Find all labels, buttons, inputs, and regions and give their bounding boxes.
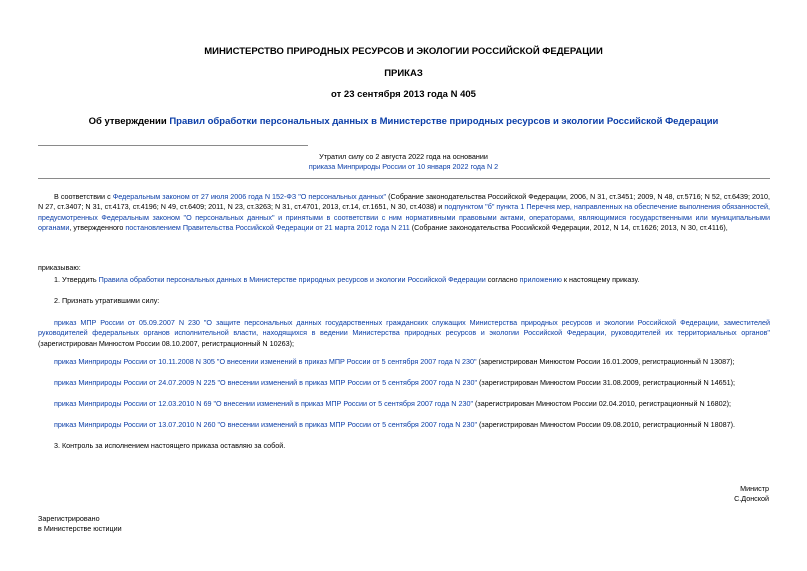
doc-title-link[interactable]: Правил обработки персональных данных в Министерстве природных ресурсов и экологии Российской Федерации [169, 116, 719, 127]
revoked-item-registration: (зарегистрирован Минюстом России 16.01.2009, регистрационный N 13087); [476, 357, 735, 366]
government-resolution-link[interactable]: постановлением Правительства Российской Федерации от 21 марта 2012 года N 211 [125, 223, 410, 233]
rules-link[interactable]: Правила обработки персональных данных в Министерстве природных ресурсов и экологии Российской Федерации [98, 275, 486, 284]
item-1-text-2: согласно [485, 275, 520, 284]
preamble-text-1: В соответствии с [54, 192, 113, 201]
revoked-item [38, 318, 770, 349]
revoked-item-registration: (зарегистрирован Минюстом России 31.08.2009, регистрационный N 14651); [477, 378, 736, 387]
revoked-order-link[interactable]: приказ Минприроды России от 24.07.2009 N 225 "О внесении изменений в приказ МПР России от 5 сентября 2007 года N 230" [54, 378, 478, 387]
revoked-order-link[interactable]: приказ Минприроды России от 12.03.2010 N 69 "О внесении изменений в приказ МПР России от 5 сентября 2007 года N 230" [54, 399, 474, 408]
notice-bottom-rule [38, 178, 770, 179]
preamble-text-2: (Собрание законодательства Российской Федерации, 2006, N 31, ст.3451; 2009, N 48, ст.5716; N 52, ст.6439; 2010, N 27, ст.3407; N 31, ст.4173, ст.4196; N 49, ст.6409; 2011, N 23, ст.3263; N 31, ст.4701, 2013, ст.14, ст.1651, N 30, ст.4038) и [38, 192, 771, 212]
registration-line-1: Зарегистрировано [38, 514, 100, 523]
revoked-item [38, 378, 770, 388]
signature-name: С.Донской [734, 494, 769, 504]
item-1-text-1: 1. Утвердить [54, 275, 99, 284]
revoked-item [38, 399, 770, 409]
revoked-item-registration: (зарегистрирован Минюстом России 02.04.2010, регистрационный N 16802); [473, 399, 732, 408]
revoked-item [38, 357, 770, 367]
signature-block [734, 484, 769, 505]
repeal-notice-text: Утратил силу со 2 августа 2022 года на основании [319, 152, 488, 161]
repeal-notice-link[interactable]: приказа Минприроды России от 10 января 2022 года N 2 [308, 162, 499, 172]
doc-title-prefix: Об утверждении [88, 116, 170, 127]
item-3: 3. Контроль за исполнением настоящего приказа оставляю за собой. [54, 441, 286, 450]
federal-law-link[interactable]: Федеральным законом от 27 июля 2006 года N 152-ФЗ "О персональных данных" [112, 192, 387, 201]
revoked-item [38, 420, 770, 430]
item-2: 2. Признать утратившими силу: [54, 296, 160, 305]
doc-date-number: от 23 сентября 2013 года N 405 [331, 89, 476, 100]
ministry-heading: МИНИСТЕРСТВО ПРИРОДНЫХ РЕСУРСОВ И ЭКОЛОГИИ РОССИЙСКОЙ ФЕДЕРАЦИИ [204, 46, 603, 57]
appendix-link[interactable]: приложению [519, 275, 562, 284]
preamble-text-3: , утвержденного [69, 223, 126, 233]
repeal-notice [0, 152, 807, 173]
revoked-order-link[interactable]: приказ МПР России от 05.09.2007 N 230 "О защите персональных данных государственных гражданских служащих Министерства природных ресурсов и экологии Российской Федерации, заместителей руководителей федеральных органов исполнительной власти, находящихся в ведении Министерства природных ресурсов и экологии Российской Федерации, руководителей их территориальных органов" [38, 318, 770, 338]
registration-note [38, 514, 122, 535]
subparagraph-link[interactable]: подпунктом "б" пункта 1 Перечня мер, направленных на обеспечение выполнения обязанностей, предусмотренных Федеральным законом "О персональных данных" и принятыми в соответствии с ним нормативными правовыми актами, операторами, являющимися государственными или муниципальными органами [38, 202, 771, 233]
order-word: приказываю: [38, 263, 81, 272]
notice-top-rule [38, 145, 308, 146]
revoked-order-link[interactable]: приказ Минприроды России от 10.11.2008 N 305 "О внесении изменений в приказ МПР России от 5 сентября 2007 года N 230" [54, 357, 477, 366]
registration-line-2: в Министерстве юстиции [38, 524, 122, 534]
preamble-paragraph [38, 192, 770, 234]
doc-title [0, 116, 807, 127]
revoked-item-registration: (зарегистрирован Минюстом России 08.10.2007, регистрационный N 10263); [38, 338, 294, 348]
doc-type-heading: ПРИКАЗ [384, 68, 423, 79]
item-1 [38, 275, 770, 285]
preamble-text-4: (Собрание законодательства Российской Федерации, 2012, N 14, ст.1626; 2013, N 30, ст.4116), [409, 223, 728, 233]
item-1-text-3: к настоящему приказу. [561, 275, 640, 284]
signature-position: Министр [740, 484, 769, 493]
revoked-item-registration: (зарегистрирован Минюстом России 09.08.2010, регистрационный N 18087). [477, 420, 736, 429]
revoked-order-link[interactable]: приказ Минприроды России от 13.07.2010 N 260 "О внесении изменений в приказ МПР России от 5 сентября 2007 года N 230" [54, 420, 478, 429]
